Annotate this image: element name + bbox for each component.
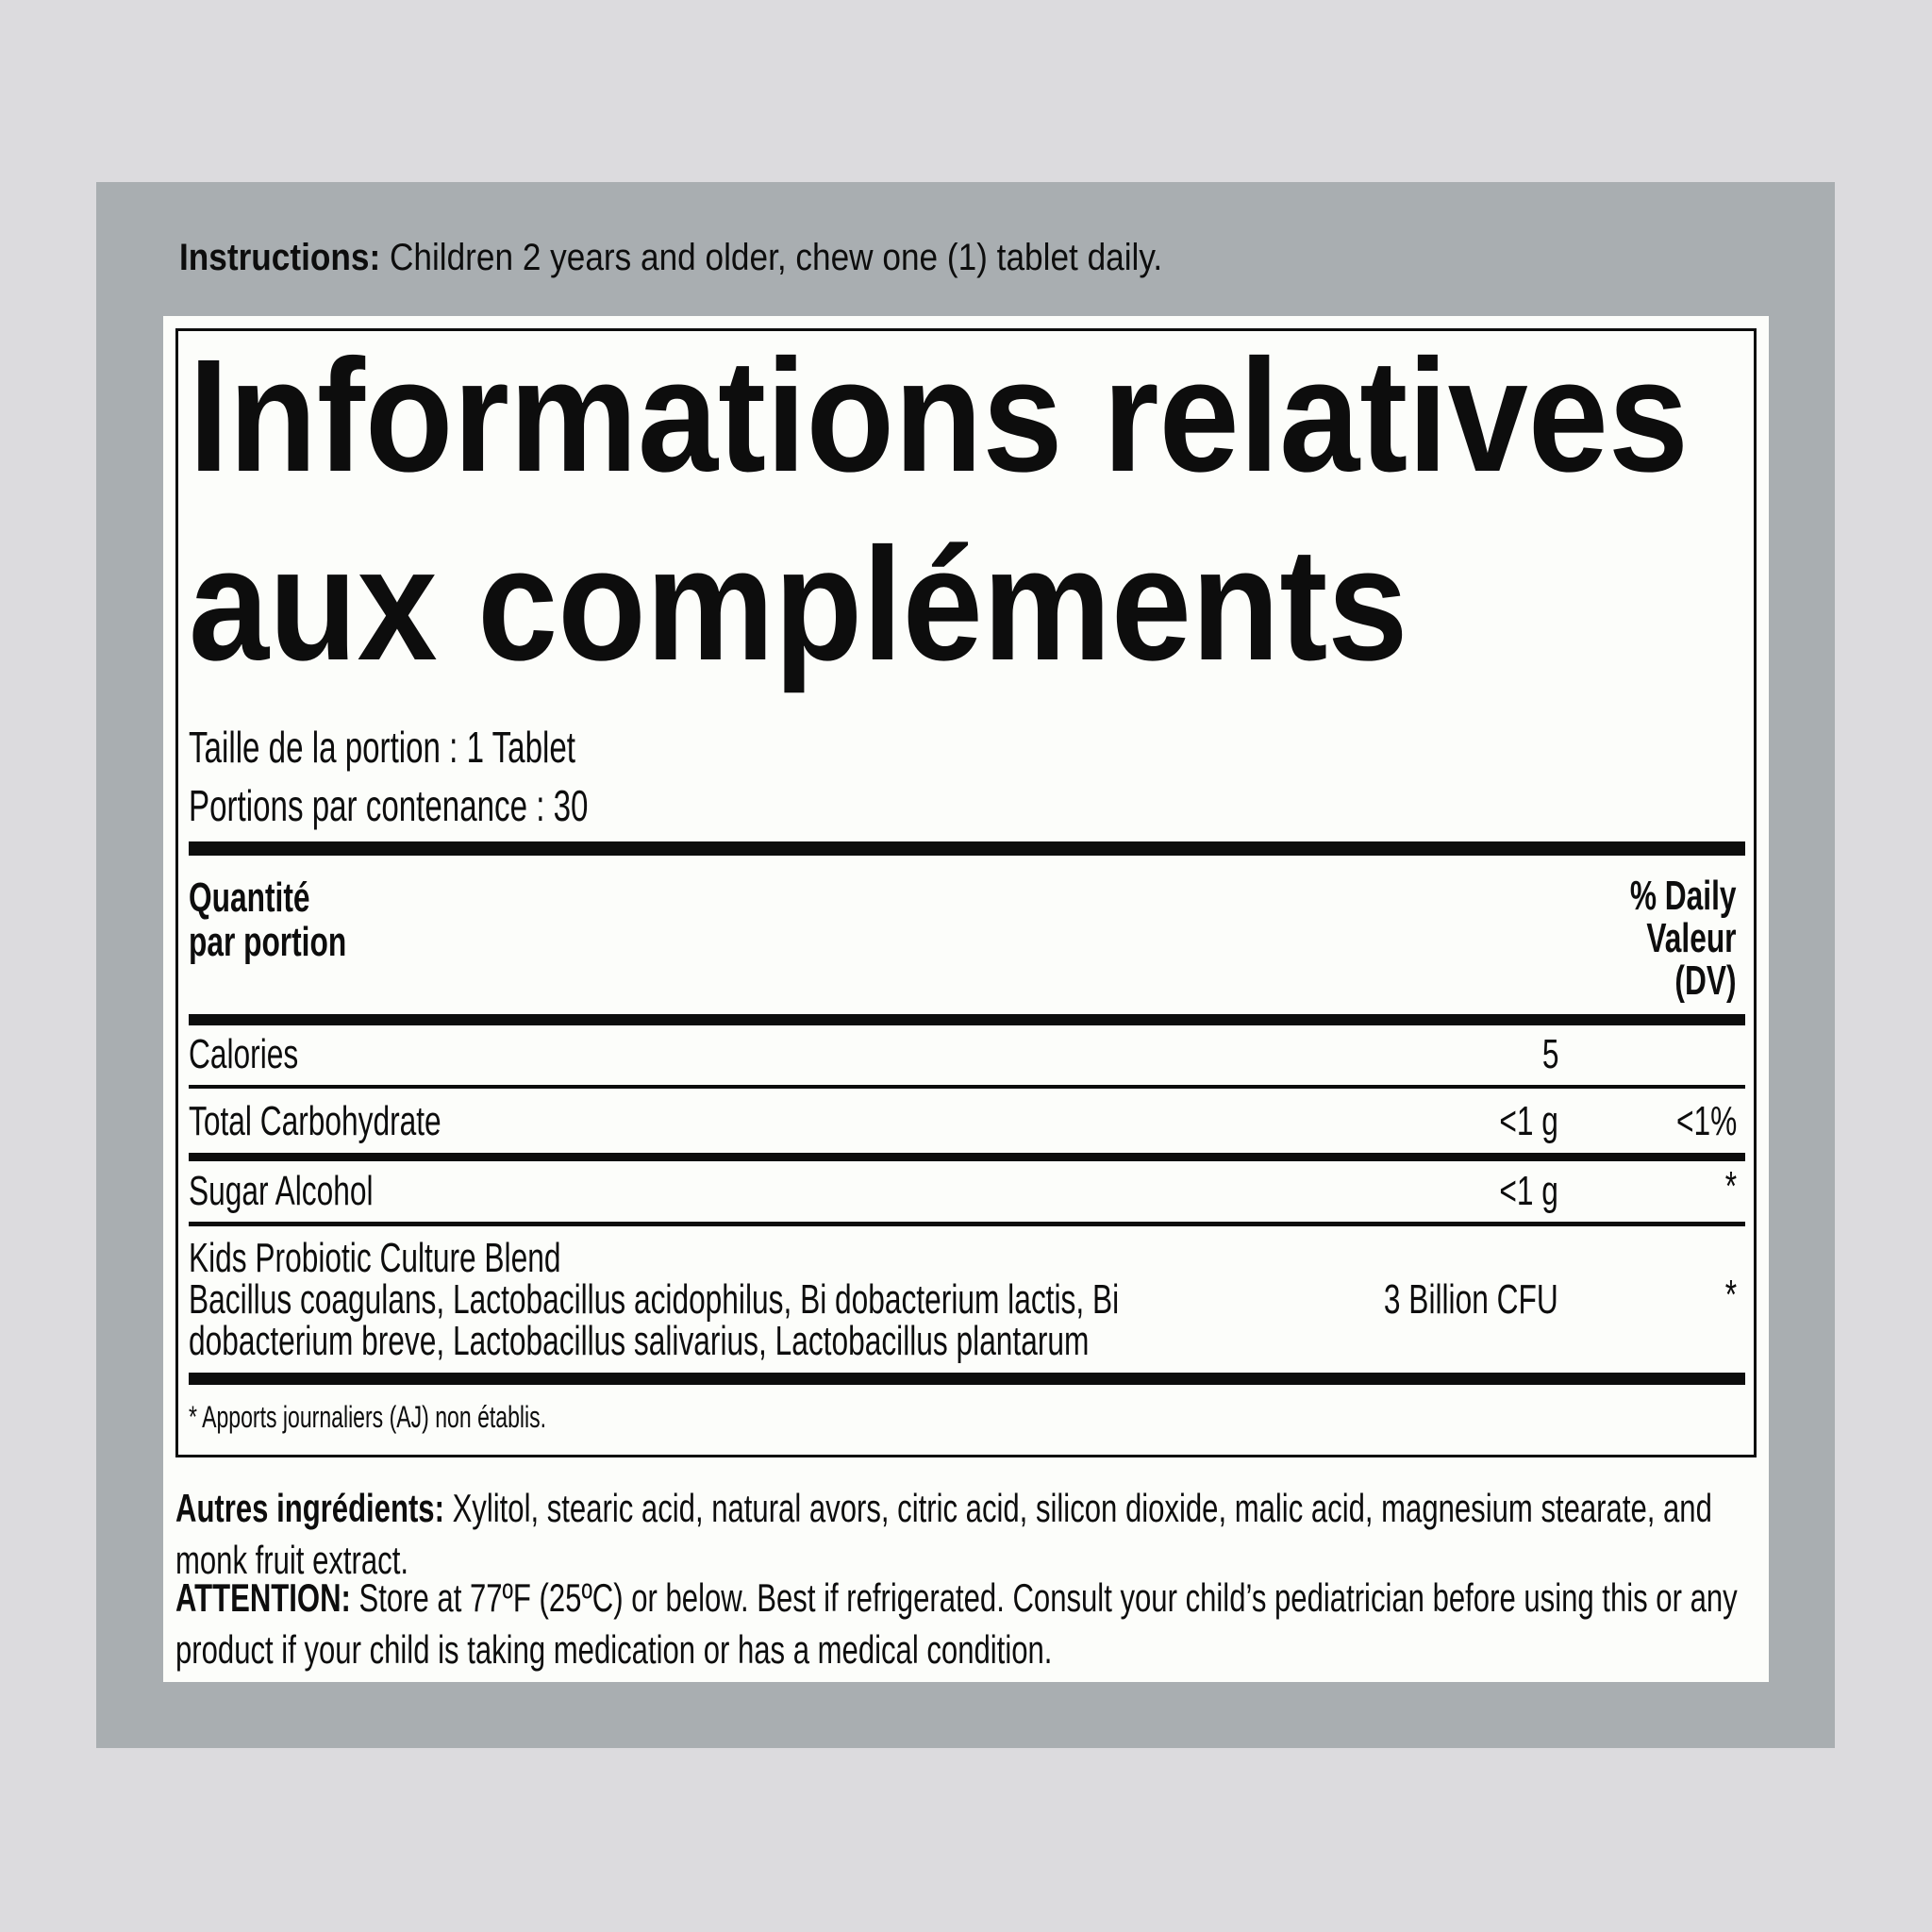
product-label-panel: [96, 182, 1835, 1748]
probiotic-blend-desc-line2: dobacterium breve, Lactobacillus salivarius, Lactobacillus plantarum: [189, 1318, 1090, 1364]
other-ingredients-line1: [175, 1482, 1712, 1534]
facts-title-line1: Informations relatives: [189, 326, 1689, 506]
facts-border-box: [175, 328, 1757, 1457]
instructions-line: [179, 239, 1162, 276]
row-calories-amount: 5: [1541, 1031, 1558, 1077]
divider-header-thick: [189, 1014, 1745, 1025]
facts-title: [189, 322, 1689, 699]
facts-title-line2: aux compléments: [189, 515, 1408, 694]
servings-per-container: Portions par contenance : 30: [189, 781, 589, 830]
amount-header-line2: par portion: [189, 919, 347, 965]
row-total-carbohydrate-label: Total Carbohydrate: [189, 1098, 441, 1144]
probiotic-blend-desc-line1: Bacillus coagulans, Lactobacillus acidophilus, Bi dobacterium lactis, Bi: [189, 1276, 1120, 1323]
row-probiotic-blend: [189, 1235, 1120, 1364]
divider-medium-1: [189, 1153, 1745, 1161]
probiotic-blend-name: Kids Probiotic Culture Blend: [189, 1235, 561, 1281]
other-ingredients-text: Xylitol, stearic acid, natural avors, citric acid, silicon dioxide, malic acid, magnesium stearate, and: [443, 1486, 1712, 1530]
instructions-heading: Instructions:: [179, 237, 381, 278]
supplement-facts-label: [163, 316, 1769, 1682]
dv-header-line2: Valeur: [1646, 915, 1737, 961]
amount-header-line1: Quantité: [189, 874, 310, 921]
divider-thin-2: [189, 1222, 1745, 1226]
row-calories-label: Calories: [189, 1031, 299, 1077]
row-sugar-alcohol-dv: *: [1724, 1163, 1737, 1209]
divider-top-thick: [189, 841, 1745, 856]
row-probiotic-blend-amount: 3 Billion CFU: [1384, 1276, 1558, 1323]
serving-size: Taille de la portion : 1 Tablet: [189, 723, 575, 772]
divider-bottom-thick: [189, 1373, 1745, 1385]
serving-info: [189, 718, 588, 835]
dv-header-line3: (DV): [1674, 958, 1737, 1004]
daily-value-footnote: * Apports journaliers (AJ) non établis.: [189, 1400, 547, 1434]
row-sugar-alcohol-amount: <1 g: [1499, 1168, 1558, 1214]
other-ingredients-line2: monk fruit extract.: [175, 1538, 408, 1582]
attention-text: Store at 77ºF (25ºC) or below. Best if refrigerated. Consult your child’s pediatrician before using this or any: [350, 1575, 1738, 1620]
row-total-carbohydrate-dv: <1%: [1675, 1098, 1737, 1144]
daily-value-column-header: [1630, 874, 1737, 1002]
row-probiotic-blend-dv: *: [1724, 1272, 1737, 1318]
other-ingredients-heading: Autres ingrédients:: [175, 1486, 444, 1530]
row-sugar-alcohol-label: Sugar Alcohol: [189, 1168, 374, 1214]
other-ingredients-paragraph: [175, 1482, 1712, 1586]
attention-line1: [175, 1572, 1738, 1624]
attention-paragraph: [175, 1572, 1738, 1675]
attention-heading: ATTENTION:: [175, 1575, 351, 1620]
amount-column-header: [189, 875, 346, 964]
divider-thin-1: [189, 1085, 1745, 1089]
dv-header-line1: % Daily: [1630, 873, 1737, 919]
row-total-carbohydrate-amount: <1 g: [1499, 1098, 1558, 1144]
instructions-text: Children 2 years and older, chew one (1) tablet daily.: [380, 237, 1163, 278]
attention-line2: product if your child is taking medication or has a medical condition.: [175, 1627, 1053, 1672]
